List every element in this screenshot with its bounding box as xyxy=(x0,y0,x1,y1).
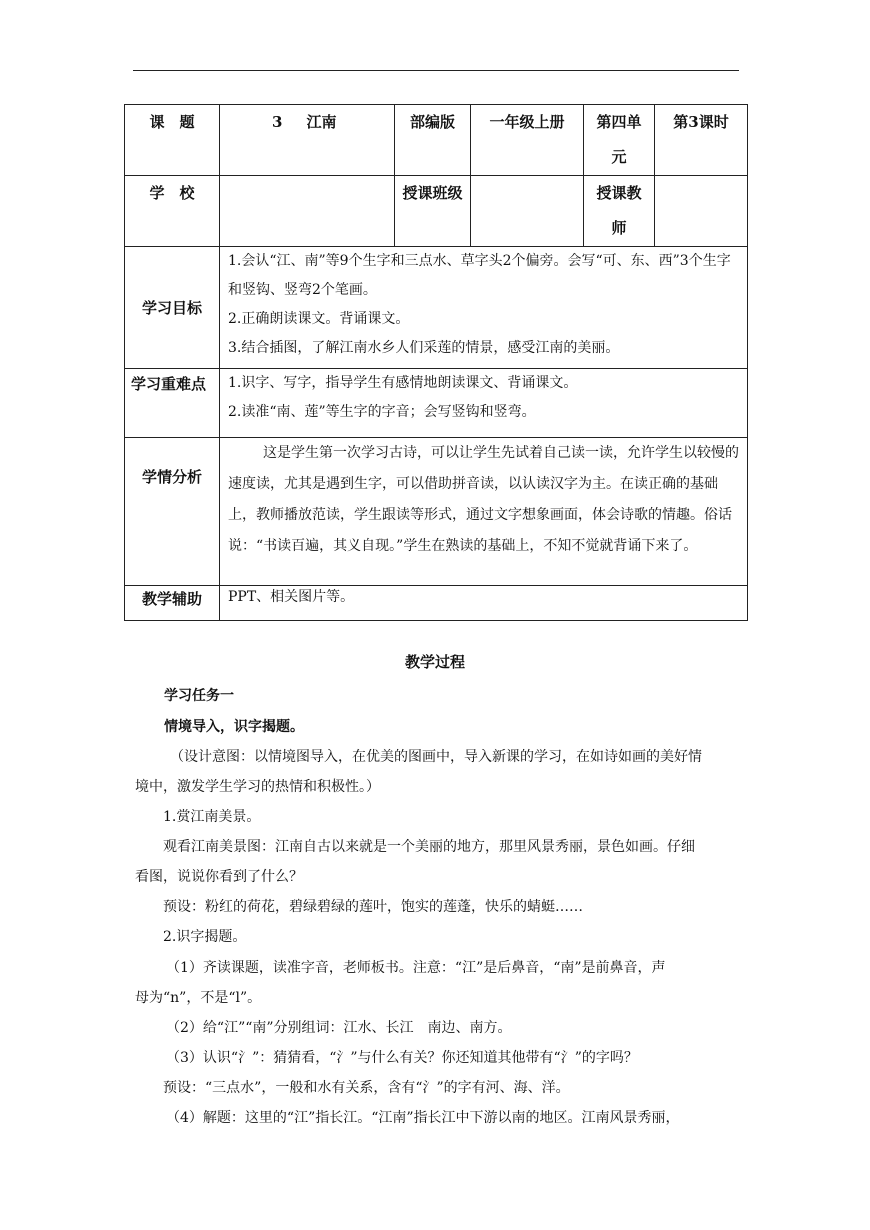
keypoints-label-cell: 学习重难点 xyxy=(125,369,220,438)
teaching-process-section xyxy=(0,650,870,674)
step-heading: 2.识字揭题。 xyxy=(163,929,247,945)
process-title: 教学过程 xyxy=(404,653,465,671)
design-intent-line: （设计意图：以情境图导入，在优美的图画中，导入新课的学习，在如诗如画的美好情 xyxy=(170,749,702,765)
task-title: 学习任务一 xyxy=(164,688,234,704)
body-line: （3）认识“氵”：猜猜看，“氵”与什么有关？你还知道其他带有“氵”的字吗？ xyxy=(166,1050,638,1066)
design-intent-line: 境中，激发学生学习的热情和积极性。） xyxy=(135,779,380,795)
preset-line: 预设：“三点水”，一般和水有关系，含有“氵”的字有河、海、洋。 xyxy=(163,1080,570,1096)
objectives-cell xyxy=(220,247,748,369)
objectives-label-cell: 学习目标 xyxy=(125,247,220,369)
table-row xyxy=(125,586,748,621)
body-line: （4）解题：这里的“江”指长江。“江南”指长江中下游以南的地区。江南风景秀丽， xyxy=(166,1110,680,1126)
header-rule xyxy=(133,70,739,71)
analysis-label-cell: 学情分析 xyxy=(125,438,220,586)
period-cell: 第3课时 xyxy=(655,105,748,176)
body-line: （1）齐读课题，读准字音，老师板书。注意：“江”是后鼻音，“南”是前鼻音，声 xyxy=(166,960,666,976)
school-value-cell xyxy=(220,176,395,247)
objective-item: 3.结合插图，了解江南水乡人们采莲的情景，感受江南的美丽。 xyxy=(228,340,620,356)
subject-label-cell: 课 题 xyxy=(125,105,220,176)
lesson-number: 3 xyxy=(272,113,283,131)
keypoints-cell xyxy=(220,369,748,438)
task-subtitle: 情境导入，识字揭题。 xyxy=(164,719,304,735)
unit-cell: 第四单元 xyxy=(584,105,655,176)
body-line: 看图，说说你看到了什么？ xyxy=(135,869,303,885)
step-heading: 1.赏江南美景。 xyxy=(163,809,261,825)
aids-label-cell: 教学辅助 xyxy=(125,586,220,621)
body-line: 母为“n”，不是“l”。 xyxy=(135,990,262,1006)
analysis-cell: 这是学生第一次学习古诗，可以让学生先试着自己读一读，允许学生以较慢的速度读，尤其是遇到生字，可以借助拼音读，以认读汉字为主。在读正确的基础上，教师播放范读，学生跟读等形式，通过文字想象画面，体会诗歌的情趣。俗话说：“书读百遍，其义自现。”学生在熟读的基础上，不知不觉就背诵下来了。 xyxy=(220,438,748,586)
table-row xyxy=(125,247,748,369)
table-row xyxy=(125,369,748,438)
preset-line: 预设：粉红的荷花，碧绿碧绿的莲叶，饱实的莲蓬，快乐的蜻蜓…… xyxy=(163,899,583,915)
objective-item: 1.会认“江、南”等9个生字和三点水、草字头2个偏旁。会写“可、东、西”3个生字和竖钩、竖弯2个笔画。 xyxy=(228,253,731,298)
class-label-cell: 授课班级 xyxy=(395,176,471,247)
lesson-title: 江南 xyxy=(306,113,337,131)
school-label-cell: 学 校 xyxy=(125,176,220,247)
table-row xyxy=(125,105,748,176)
class-value-cell xyxy=(471,176,584,247)
aids-cell: PPT、相关图片等。 xyxy=(220,586,748,621)
body-line: （2）给“江”“南”分别组词：江水、长江 南边、南方。 xyxy=(166,1020,512,1036)
grade-cell: 一年级上册 xyxy=(471,105,584,176)
keypoint-item: 1.识字、写字，指导学生有感情地朗读课文、背诵课文。 xyxy=(228,375,578,391)
lesson-info-table xyxy=(124,104,748,621)
edition-cell: 部编版 xyxy=(395,105,471,176)
table-row xyxy=(125,438,748,586)
table-row xyxy=(125,176,748,247)
keypoint-item: 2.读准“南、莲”等生字的字音；会写竖钩和竖弯。 xyxy=(228,404,536,420)
objective-item: 2.正确朗读课文。背诵课文。 xyxy=(228,311,410,327)
teacher-label-cell: 授课教师 xyxy=(584,176,655,247)
body-line: 观看江南美景图：江南自古以来就是一个美丽的地方，那里风景秀丽，景色如画。仔细 xyxy=(163,839,695,855)
lesson-title-cell xyxy=(220,105,395,176)
teacher-value-cell xyxy=(655,176,748,247)
